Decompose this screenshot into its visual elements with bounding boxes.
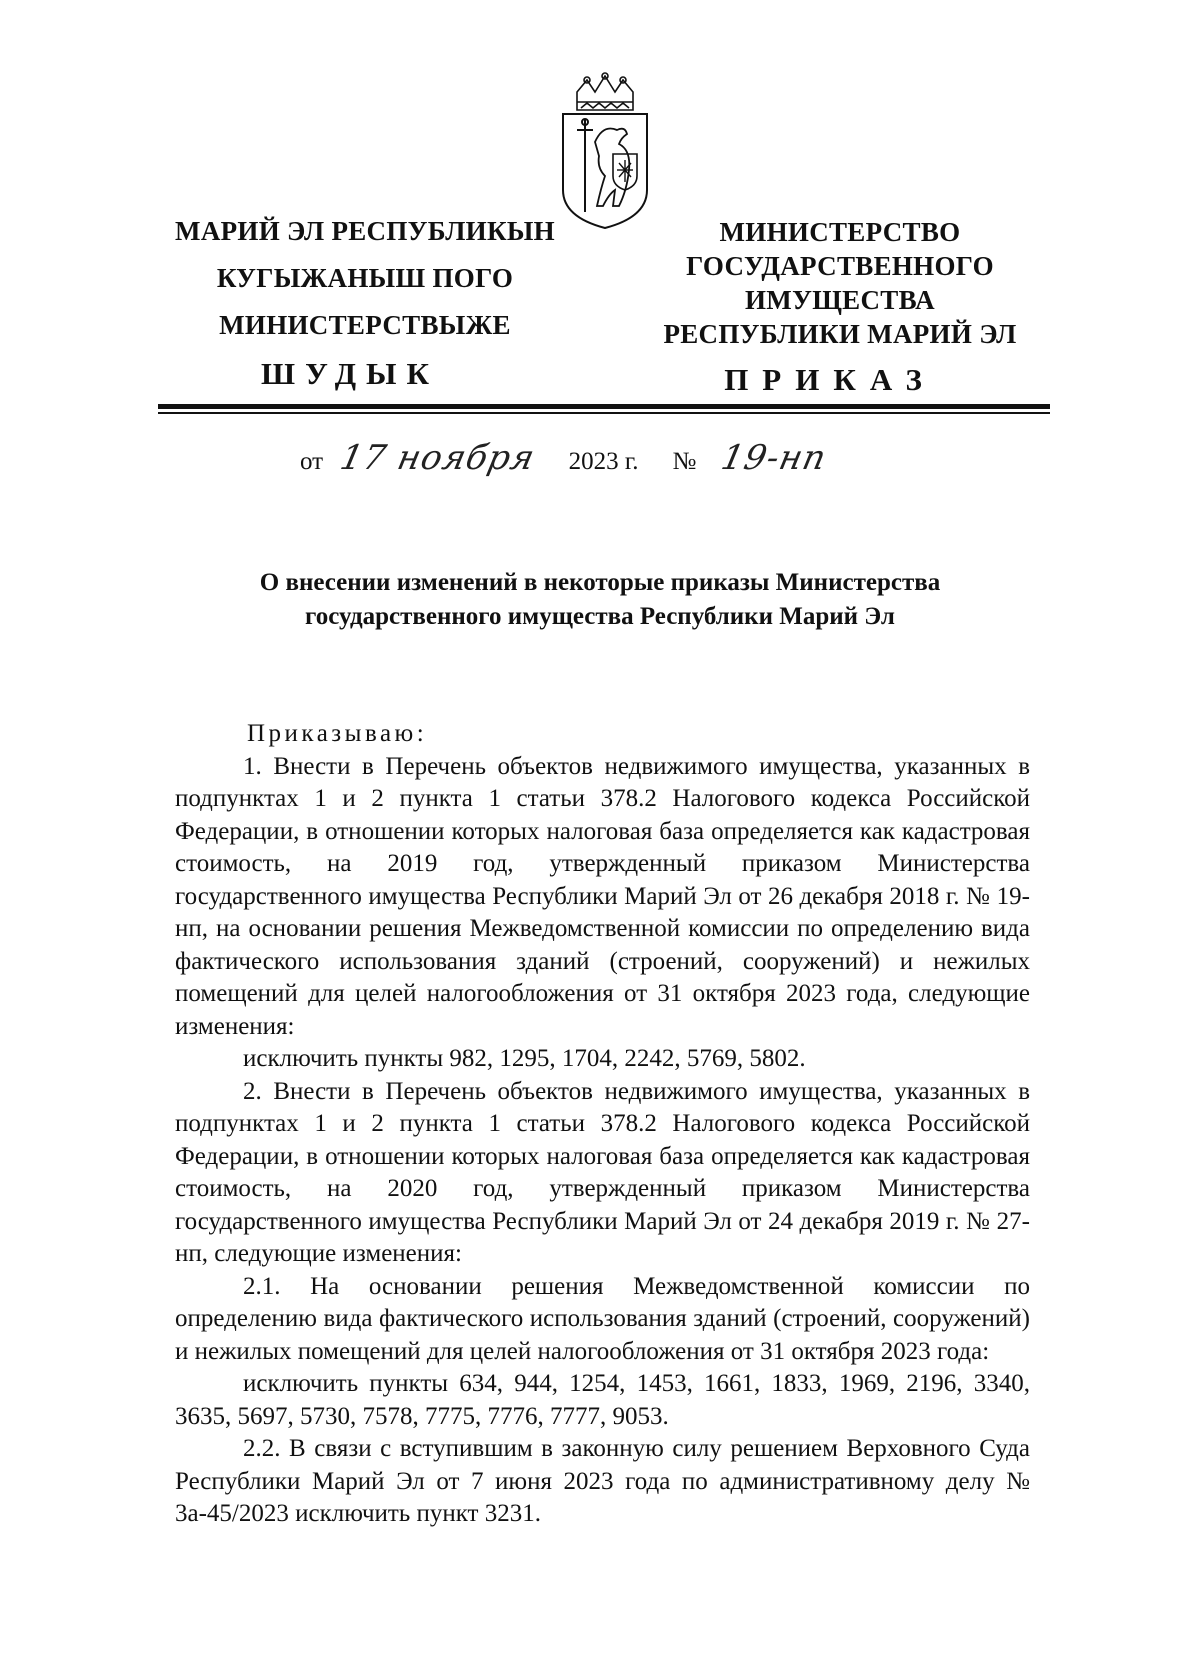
body-paragraph-2-2: 2.2. В связи с вступившим в законную силу решением Верховного Суда Республики Марий Эл от 7 июня 2023 года по административному делу № 3а-45/2023 исключить пункт 3231. xyxy=(175,1435,1030,1527)
header-left-mari xyxy=(170,212,560,353)
document-dateline xyxy=(300,438,831,478)
header-right-line-4: РЕСПУБЛИКИ МАРИЙ ЭЛ xyxy=(663,319,1017,349)
document-title xyxy=(150,566,1050,634)
date-prefix: от xyxy=(300,448,324,475)
date-year: 2023 г. xyxy=(568,448,639,475)
body-paragraph-2: 2. Внести в Перечень объектов недвижимого имущества, указанных в подпунктах 1 и 2 пункта 1 статьи 378.2 Налогового кодекса Российской Федерации, в отношении которых налоговая база определяется как кадастровая стоимость, на 2020 год, утвержденный приказом Министерства государственного имущества Республики Марий Эл от 24 декабря 2019 г. № 27-нп, следующие изменения: xyxy=(175,1077,1030,1267)
header-right-russian xyxy=(640,215,1040,351)
body-paragraph-2-1-exclusions: исключить пункты 634, 944, 1254, 1453, 1661, 1833, 1969, 2196, 3340, 3635, 5697, 5730, 7578, 7775, 7776, 7777, 9053. xyxy=(175,1370,1030,1430)
doctype-russian: ПРИКАЗ xyxy=(724,362,936,397)
header-left-line-3: МИНИСТЕРСТВЫЖЕ xyxy=(219,310,511,340)
document-body xyxy=(175,718,1030,1531)
number-sign: № xyxy=(672,448,697,475)
handwritten-number: 19-нп xyxy=(718,438,831,478)
body-paragraph-1-exclusions: исключить пункты 982, 1295, 1704, 2242, 5769, 5802. xyxy=(243,1045,806,1072)
header-divider-thin xyxy=(158,412,1050,414)
doctype-mari: ШУДЫК xyxy=(261,356,439,391)
body-paragraph-2-1: 2.1. На основании решения Межведомственной комиссии по определению вида фактического использования зданий (строений, сооружений) и нежилых помещений для целей налогообложения от 31 октября 2023 года: xyxy=(175,1272,1030,1365)
body-paragraph-1: 1. Внести в Перечень объектов недвижимого имущества, указанных в подпунктах 1 и 2 пункта 1 статьи 378.2 Налогового кодекса Российской Федерации, в отношении которых налоговая база определяется как кадастровая стоимость, на 2019 год, утвержденный приказом Министерства государственного имущества Республики Марий Эл от 26 декабря 2018 г. № 19-нп, на основании решения Межведомственной комиссии по определению вида фактического использования зданий (строений, сооружений) и нежилых помещений для целей налогообложения от 31 октября 2023 года, следующие изменения: xyxy=(175,752,1030,1040)
header-divider-thick xyxy=(158,404,1050,409)
header-right-line-2: ГОСУДАРСТВЕННОГО xyxy=(686,251,994,281)
header-right-line-3: ИМУЩЕСТВА xyxy=(745,285,935,315)
coat-of-arms-icon xyxy=(555,72,655,232)
title-line-1: О внесении изменений в некоторые приказы Министерства xyxy=(259,569,941,596)
title-line-2: государственного имущества Республики Марий Эл xyxy=(305,603,895,630)
header-right-line-1: МИНИСТЕРСТВО xyxy=(719,217,961,247)
body-intro: Приказываю: xyxy=(247,720,428,747)
handwritten-date: 17 ноября xyxy=(336,438,539,478)
header-left-line-2: КУГЫЖАНЫШ ПОГО xyxy=(216,263,514,293)
header-left-line-1: МАРИЙ ЭЛ РЕСПУБЛИКЫН xyxy=(175,216,555,246)
